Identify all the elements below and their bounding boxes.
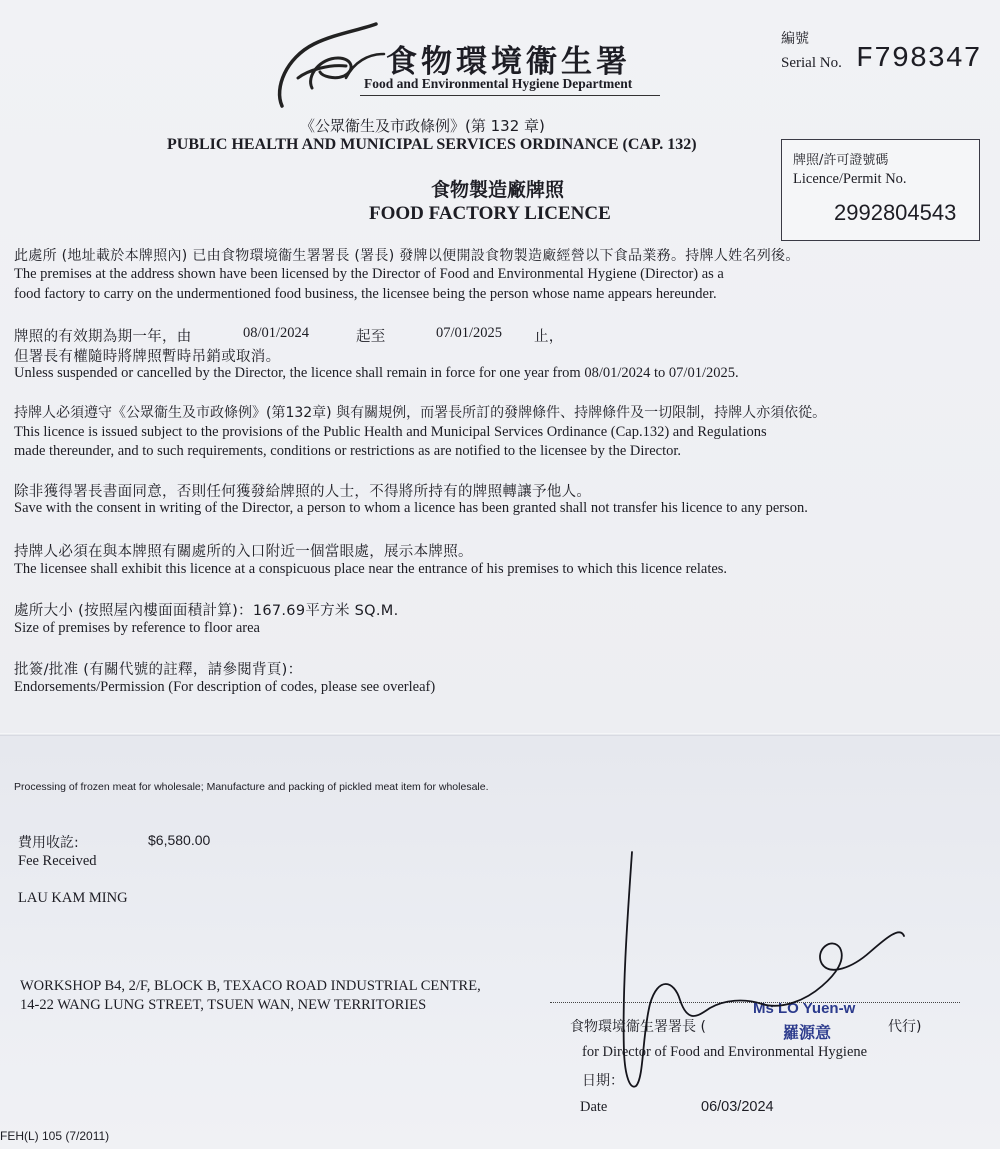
fehd-logo-icon <box>268 18 388 112</box>
licence-number-box <box>781 139 980 241</box>
licence-number: 2992804543 <box>834 200 957 225</box>
ordinance-cn: 《公眾衞生及市政條例》(第 132 章) <box>300 117 545 135</box>
premises-text-en-1: The premises at the address shown have been licensed by the Director of Food and Environmental Hygiene (Director) as a <box>14 266 724 282</box>
premises-size-en: Size of premises by reference to floor area <box>14 620 260 636</box>
serial-number: F798347 <box>856 42 982 75</box>
validity-text-en: Unless suspended or cancelled by the Director, the licence shall remain in force for one year from 08/01/2024 to 07/01/2025. <box>14 365 739 381</box>
exhibit-text-cn: 持牌人必須在與本牌照有關處所的入口附近一個當眼處，展示本牌照。 <box>14 544 473 560</box>
licensee-name: LAU KAM MING <box>18 890 128 906</box>
compliance-text-en-1: This licence is issued subject to the provisions of the Public Health and Municipal Services Ordinance (Cap.132) and Regulations <box>14 424 767 440</box>
validity-text-cn-b: 起至 <box>356 329 386 345</box>
validity-text-cn-a: 牌照的有效期為期一年，由 <box>14 329 192 345</box>
premises-size-cn: 處所大小 (按照屋內樓面面積計算)：167.69平方米 SQ.M. <box>14 603 399 619</box>
compliance-text-cn: 持牌人必須遵守《公眾衞生及市政條例》(第132章) 與有關規例，而署長所訂的發牌條件、持牌條件及一切限制，持牌人亦須依從。 <box>14 405 827 421</box>
form-code: FEH(L) 105 (7/2011) <box>0 1129 110 1143</box>
exhibit-text-en: The licensee shall exhibit this licence at a conspicuous place near the entrance of his premises to which this licence relates. <box>14 561 728 577</box>
director-label-en: for Director of Food and Environmental Hygiene <box>582 1044 868 1060</box>
ordinance-en: PUBLIC HEALTH AND MUNICIPAL SERVICES ORDINANCE (CAP. 132) <box>167 136 697 153</box>
compliance-text-en-2: made thereunder, and to such requirements, conditions or restrictions as are notified to the licensee by the Director. <box>14 443 682 459</box>
licence-title-en: FOOD FACTORY LICENCE <box>369 203 611 224</box>
premises-text-en-2: food factory to carry on the undermentioned food business, the licensee being the person whose name appears hereunder. <box>14 286 717 302</box>
transfer-text-en: Save with the consent in writing of the Director, a person to whom a licence has been granted shall not transfer his licence to any person. <box>14 500 808 516</box>
premises-address-1: WORKSHOP B4, 2/F, BLOCK B, TEXACO ROAD INDUSTRIAL CENTRE, <box>20 978 481 994</box>
fee-label-en: Fee Received <box>18 853 97 869</box>
premises-text-cn: 此處所 (地址載於本牌照內) 已由食物環境衞生署署長 (署長) 發牌以便開設食物製造廠經營以下食品業務。持牌人姓名列後。 <box>14 248 800 264</box>
signatory-stamp-cn: 羅源意 <box>783 1023 832 1042</box>
validity-text-cn-2: 但署長有權隨時將牌照暫時吊銷或取消。 <box>14 349 281 365</box>
licence-title-cn: 食物製造廠牌照 <box>431 179 565 201</box>
serial-label: Serial No. <box>781 55 842 71</box>
handwritten-signature-icon <box>600 840 920 1100</box>
business-description: Processing of frozen meat for wholesale; Manufacture and packing of pickled meat item for wholesale. <box>14 781 489 793</box>
premises-address-2: 14-22 WANG LUNG STREET, TSUEN WAN, NEW TERRITORIES <box>20 997 427 1013</box>
licence-number-label-en: Licence/Permit No. <box>793 171 907 187</box>
serial-label-cn: 編號 <box>781 31 809 47</box>
validity-text-cn-c: 止， <box>534 329 564 345</box>
endorsements-en: Endorsements/Permission (For description of codes, please see overleaf) <box>14 679 436 695</box>
transfer-text-cn: 除非獲得署長書面同意，否則任何獲發給牌照的人士，不得將所持有的牌照轉讓予他人。 <box>14 484 592 500</box>
date-label-en: Date <box>580 1099 608 1115</box>
department-name-cn: 食物環境衞生署 <box>386 44 631 80</box>
fee-label-cn: 費用收訖: <box>18 835 79 851</box>
paper-fold <box>0 733 1000 736</box>
header-rule <box>360 95 660 96</box>
date-label-cn: 日期： <box>582 1073 624 1089</box>
validity-to-date: 07/01/2025 <box>436 325 503 341</box>
licence-number-label-cn: 牌照/許可證號碼 <box>793 153 889 168</box>
validity-from-date: 08/01/2024 <box>243 325 310 341</box>
fee-amount: $6,580.00 <box>148 832 211 848</box>
issue-date: 06/03/2024 <box>701 1099 774 1115</box>
director-label-cn-end: 代行) <box>888 1019 922 1035</box>
endorsements-cn: 批簽/批准 (有關代號的註釋，請參閱背頁)： <box>14 662 303 678</box>
department-name-en: Food and Environmental Hygiene Department <box>364 76 633 91</box>
signatory-stamp-en: Ms LO Yuen-w <box>753 1000 856 1017</box>
director-label-cn: 食物環境衞生署署長 ( <box>570 1019 706 1035</box>
